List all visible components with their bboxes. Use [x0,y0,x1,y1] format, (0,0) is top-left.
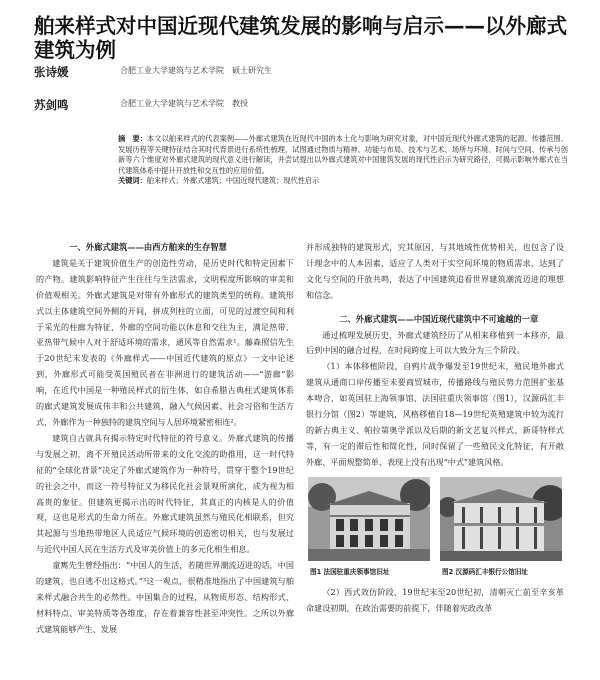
body-paragraph: 建筑是关于建筑价值生产的创造性劳动，是历史时代和特定因素下的产物。建筑影响特征产生往往与生活需求，文明程度所影响的审美和价值观相关。外廊式建筑是对带有外廊形式的建筑类型的统称。建筑形式以主体建筑空间外侧的开间，拼成列柱的立面，可见的过渡空间和利于采光的柱廊为特征，外廊的空间功能以休息和交往为主，满足热带、亚热带气候中人对于舒适环境的需求，通风等自然需求¹。藤森照信先生于20世纪末发表的《外廊样式——中国近代建筑的原点》一文中论述到，外廊形式可能受英国殖民者在非洲进行的建筑活动——“游廊”影响，在近代中国是一种殖民样式的衍生体，如自希腊古典柱式建筑体系的廊式建筑发展成伟丰和公共建筑，融入气候因素、社会习俗和生活方式，外廊作为一种独特的建筑空间与人居环境紧密相连²。 [36,257,294,427]
section-heading-2: 二、外廊式建筑——中国近现代建筑中不可逾越的一章 [339,313,539,324]
figure-2-photo [440,477,562,561]
figure-row [306,477,564,585]
figure-1-photo [308,477,430,561]
right-column [306,240,564,617]
author-affiliation: 合肥工业大学建筑与艺术学院 教授 [120,99,248,108]
body-paragraph: 童寯先生曾经指出：“中国人的生活，若随世界潮流迈进的话，中国的建筑，也自逃不出这格式。”³这一观点，很精准地指出了中国建筑与舶来样式融合共生的必然性。中国集合的过程，从物质形态、结构形式、材料特点、审美特质等各维度，存在着兼容性甚至冲突性。之所以外廊式建筑能够产生、发展 [36,560,294,634]
paper-title: 舶来样式对中国近现代建筑发展的影响与启示——以外廊式建筑为例 [34,14,567,62]
body-paragraph: （1）本体移植阶段，自鸦片战争爆发至19世纪末，殖民地外廊式建筑从通商口岸传播至未要商贸城市，传播路线与殖民势力范围扩张基本吻合，如英国驻上海领事馆、法国驻重庆领事馆（图1），汉源码汇丰银行分馆（图2）等建筑，风格移植自18—19世纪英殖建筑中较为流行的新古典主义、帕拉第奥学派以及后期的新文艺复兴样式、新哥特样式等，有一定的滞后性和简化性，同时保留了一些殖民文化特征，有开敞外廊、平面规整简单、表现上没有出现“中式”建筑风格。 [306,361,564,467]
section-heading-1: 一、外廊式建筑——由西方舶来的生存智慧 [69,242,227,252]
body-paragraph: 通过梳理发展历史，外廊式建筑经历了从相来移植到一本移亦，最后到中国的融合过程，在时间跨度上可以大致分为三个阶段。 [306,329,564,356]
abstract-label: 摘 要： [118,134,148,143]
keywords-text: 舶来样式；外廊式建筑；中国近现代建筑；现代性启示 [146,176,320,186]
figure-2-caption: 图2 汉源码汇丰银行公馆旧址 [442,567,529,576]
abstract-block [118,134,568,187]
body-paragraph: 建筑自古就具有揭示特定时代特征的符号意义。外廊式建筑的传播与发展之初，离不开殖民活动所带来的文化交流的助推用，这一时代特征的“全球化背景”决定了外廊式建筑作为一种符号，贯穿于整个19世纪的社会之中，而这一符号特征又为移民化社会景观所演化，成为视为相高贵的象征。但建筑更揭示出的时代特征，其真正的内核是人的价值观，这也是形式的生命力所在。外廊式建筑虽然与殖民化相联系，但究其起源与当地热带地区人民适应气候环境的创造密切相关，也与发展过与近代中国人民在生活方式及审美价值上的多元化相生相息。 [36,432,294,555]
abstract-text: 本文以舶来样式的代表案例——外廊式建筑在近现代中国的本土化与影响为研究对象，对中国近现代外廊式建筑的起源、传播范围、发展历程等关键特征结合其时代背景进行系统性梳理，试图通过物质与精神、功能与布局、技术与艺术、场所与环境、时间与空间、传承与创新等六个维度对外廊式建筑的现代意义进行解读，并尝试提出以外廊式建筑对中国建筑发展的现代性启示为研究路径，可揭示影响外廊式在当代建筑体系中提升开放性和交互性的应用价值。 [118,134,568,175]
author-name: 张诗媛 [34,65,69,79]
body-paragraph: 并形成独特的建筑形式，究其原因，与其地域性优势相关，也包含了设计理念中的人本因素，适应了人类对于实空间环境的物质需求，达到了文化与空间的开放共鸣，表达了中国建筑追看世界建筑潮流迈进的理想和信念。 [306,242,564,300]
body-paragraph: （2）西式效仿阶段，19世纪末至20世纪初，清朝灭亡前至辛亥革命建设初期，在政治需要的前提下，伴随着宪政改革 [306,586,564,613]
keywords-label: 关键词： [118,176,147,186]
author-affiliation: 合肥工业大学建筑与艺术学院 硕士研究生 [120,66,272,75]
figure-1-caption: 图1 法国驻重庆领事馆旧址 [310,567,390,576]
left-column [36,240,294,638]
author-name: 苏剑鸣 [34,98,69,112]
